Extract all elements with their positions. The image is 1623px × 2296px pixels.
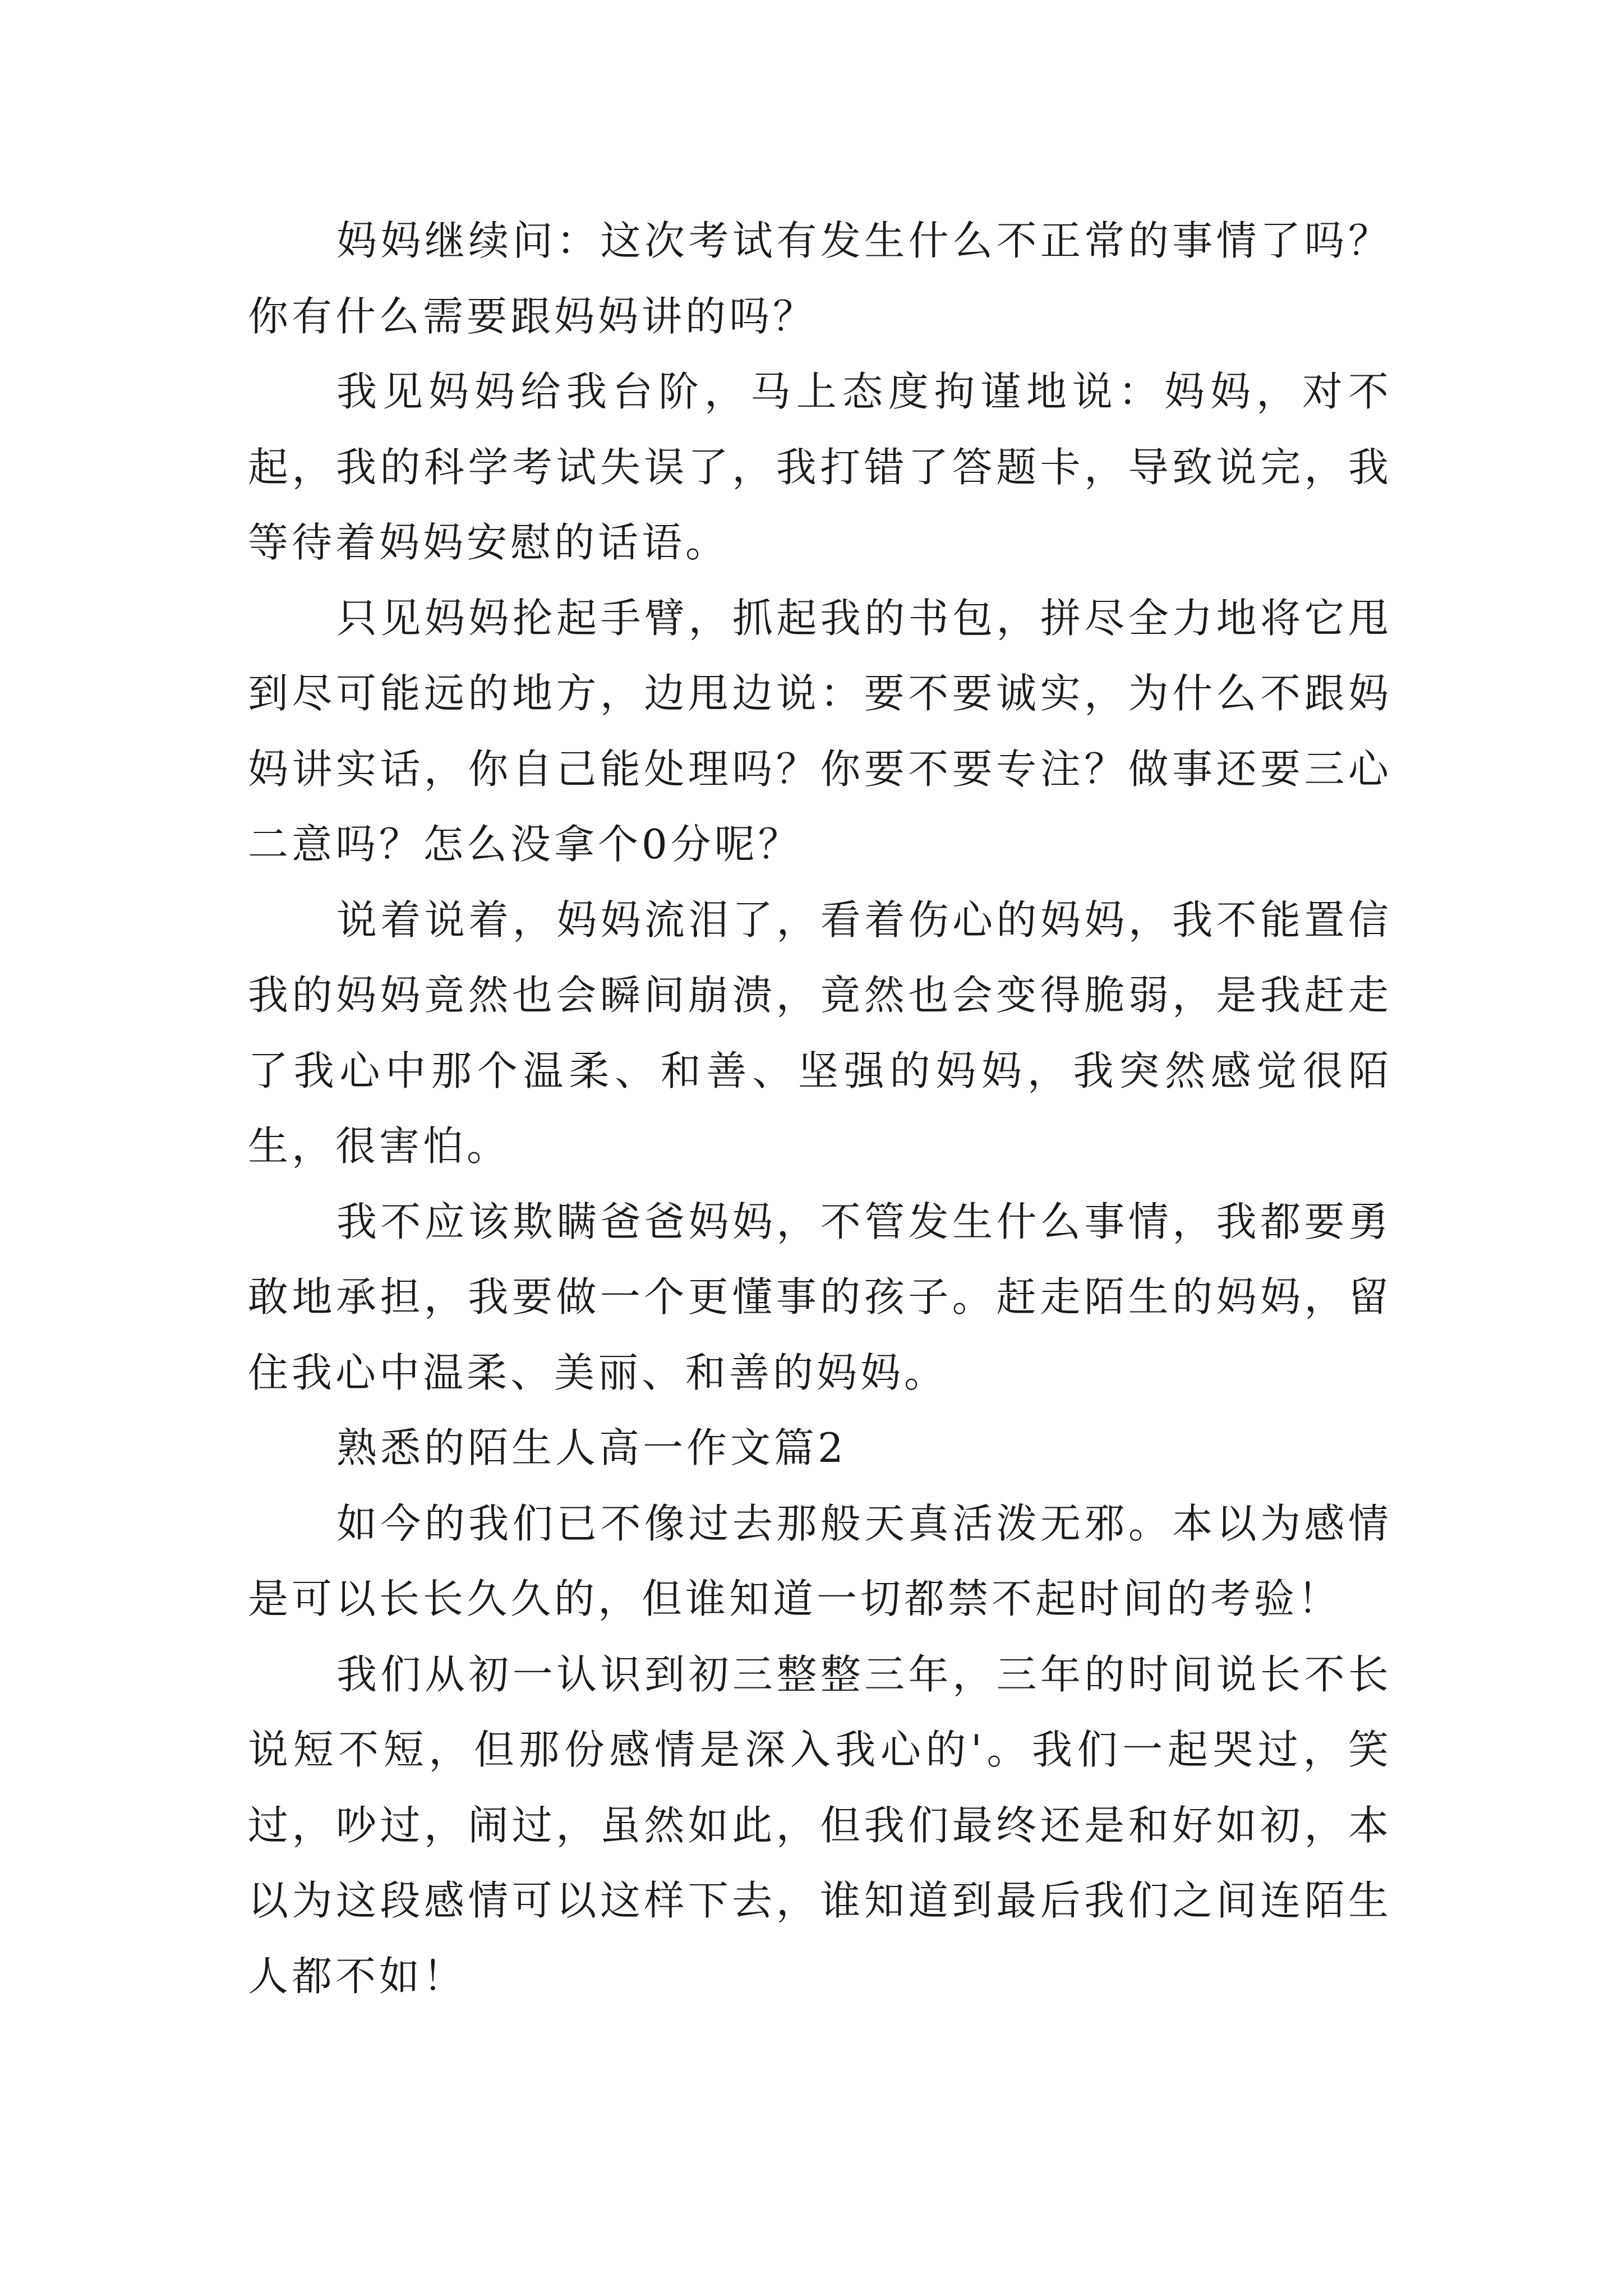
- paragraph: 只见妈妈抡起手臂，抓起我的书包，拼尽全力地将它甩到尽可能远的地方，边甩边说：要不要诚实，为什么不跟妈妈讲实话，你自己能处理吗？你要不要专注？做事还要三心二意吗？怎么没拿个0分呢？: [248, 594, 1392, 868]
- paragraph: 如今的我们已不像过去那般天真活泼无邪。本以为感情是可以长长久久的，但谁知道一切都禁不起时间的考验！: [248, 1499, 1392, 1622]
- paragraph: 我见妈妈给我台阶，马上态度拘谨地说：妈妈，对不起，我的科学考试失误了，我打错了答题卡，导致说完，我等待着妈妈安慰的话语。: [248, 368, 1392, 566]
- document-body: [248, 203, 1392, 2014]
- section-heading: 熟悉的陌生人高一作文篇2: [336, 1424, 847, 1471]
- paragraph: 妈妈继续问：这次考试有发生什么不正常的事情了吗？你有什么需要跟妈妈讲的吗？: [248, 217, 1392, 340]
- paragraph: 说着说着，妈妈流泪了，看着伤心的妈妈，我不能置信我的妈妈竟然也会瞬间崩溃，竟然也会变得脆弱，是我赶走了我心中那个温柔、和善、坚强的妈妈，我突然感觉很陌生，很害怕。: [248, 896, 1392, 1170]
- paragraph: 我不应该欺瞒爸爸妈妈，不管发生什么事情，我都要勇敢地承担，我要做一个更懂事的孩子。赶走陌生的妈妈，留住我心中温柔、美丽、和善的妈妈。: [248, 1198, 1392, 1396]
- paragraph: 我们从初一认识到初三整整三年，三年的时间说长不长说短不短，但那份感情是深入我心的'。我们一起哭过，笑过，吵过，闹过，虽然如此，但我们最终还是和好如初，本以为这段感情可以这样下去，谁知道到最后我们之间连陌生人都不如！: [248, 1650, 1392, 2000]
